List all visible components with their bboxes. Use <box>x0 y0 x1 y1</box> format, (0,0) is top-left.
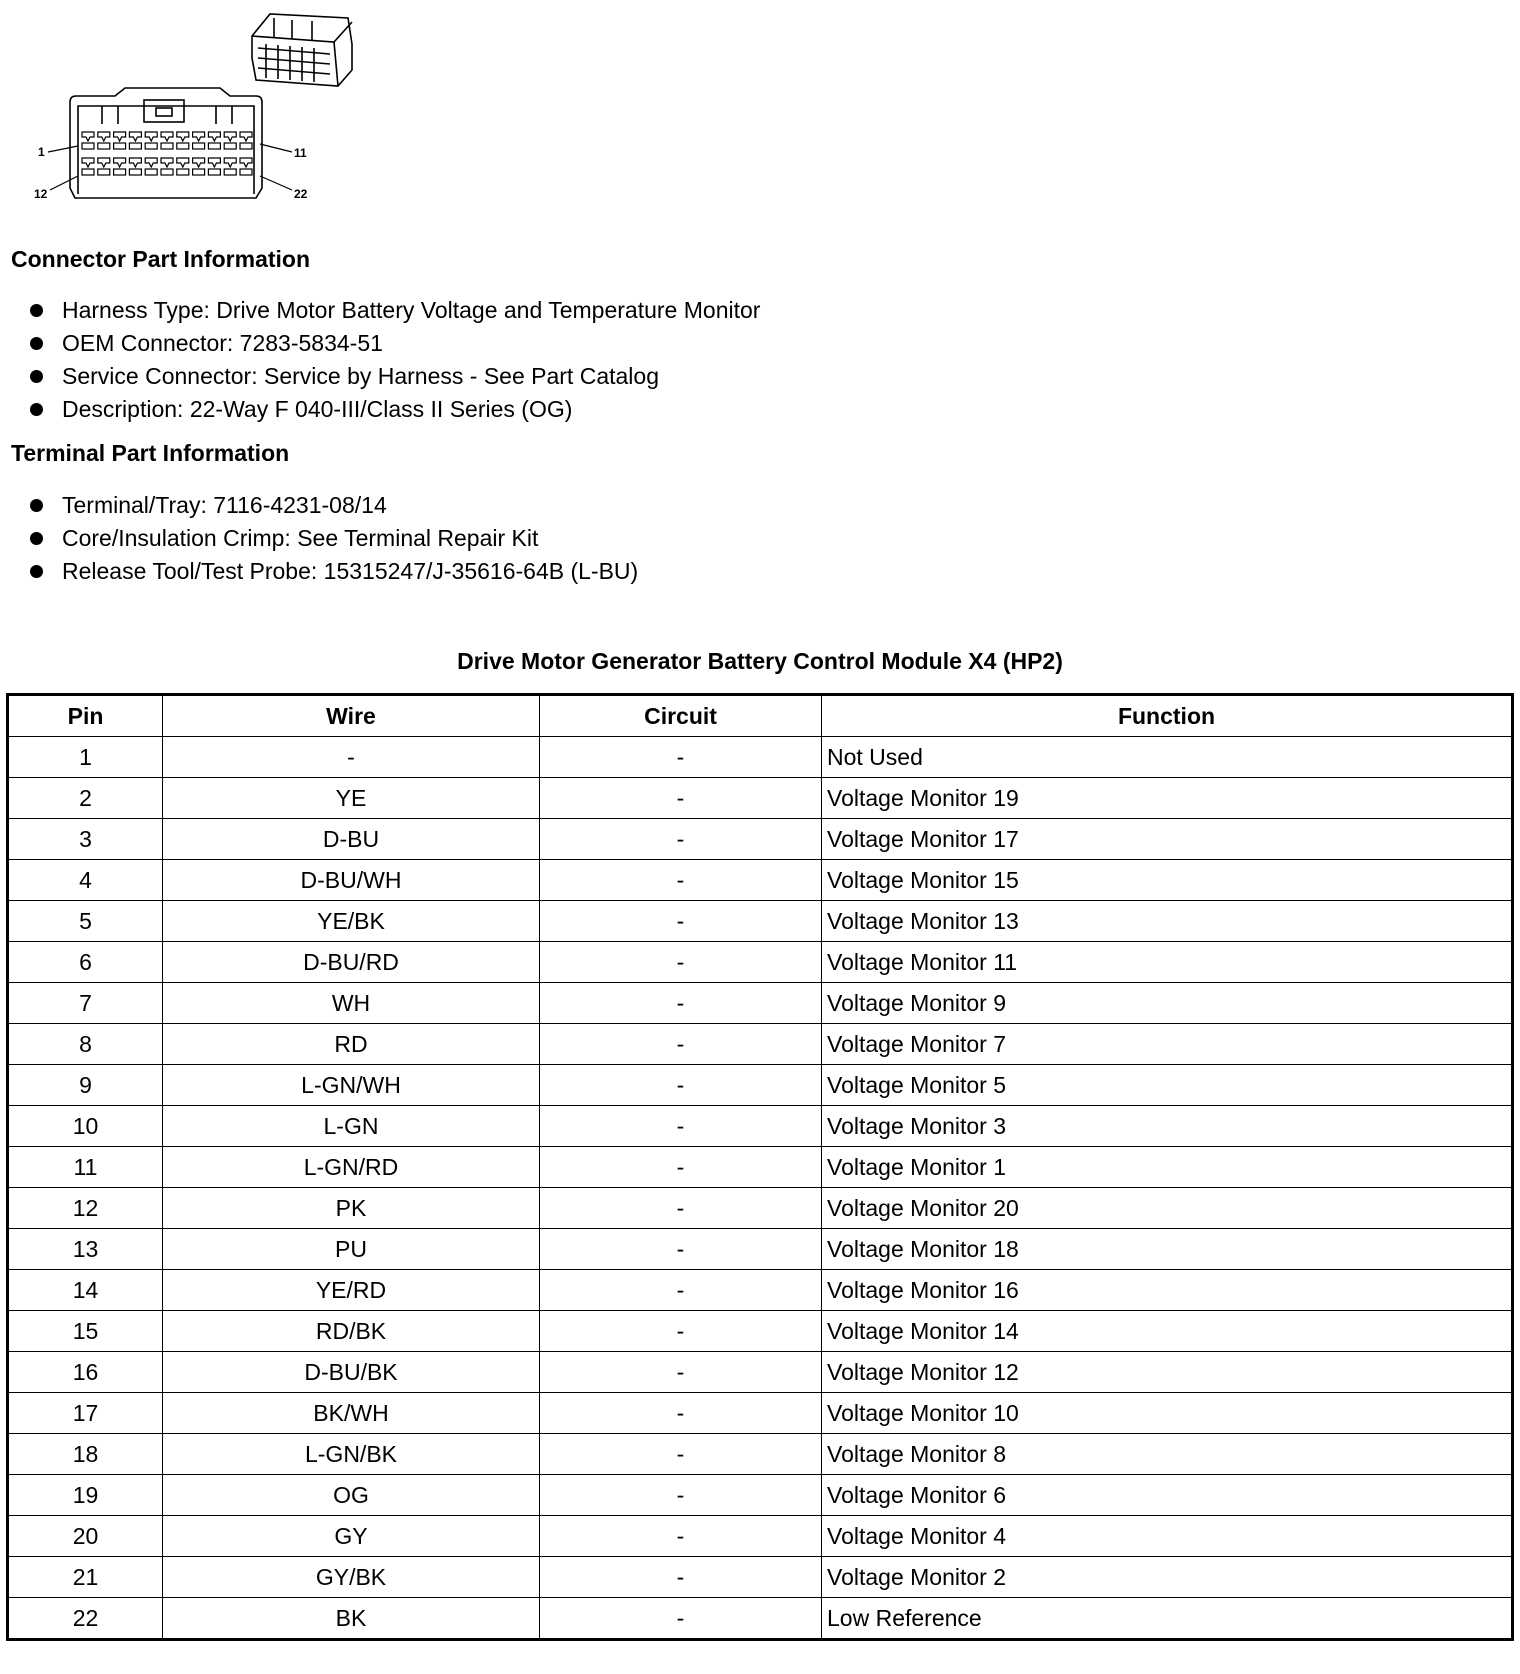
pin-cavity <box>145 169 157 175</box>
pin-cavity <box>98 169 110 175</box>
table-row <box>8 1516 1513 1557</box>
pin-cavity <box>224 143 236 149</box>
cell-wire: YE <box>163 778 540 819</box>
cell-circuit: - <box>540 1352 822 1393</box>
cell-wire: - <box>163 737 540 778</box>
terminal-latch <box>82 132 94 141</box>
list-item <box>30 555 638 588</box>
cell-circuit: - <box>540 778 822 819</box>
cell-circuit: - <box>540 942 822 983</box>
cell-wire: L-GN/WH <box>163 1065 540 1106</box>
cell-wire: YE/BK <box>163 901 540 942</box>
cell-pin: 15 <box>8 1311 163 1352</box>
terminal-latch <box>193 158 205 167</box>
cell-wire: OG <box>163 1475 540 1516</box>
cell-wire: WH <box>163 983 540 1024</box>
pin-table-title: Drive Motor Generator Battery Control Module X4 (HP2) <box>457 648 1063 674</box>
terminal-latch <box>224 132 236 141</box>
cell-circuit: - <box>540 1065 822 1106</box>
table-row <box>8 1270 1513 1311</box>
table-row <box>8 1024 1513 1065</box>
terminal-latch <box>224 158 236 167</box>
cell-wire: D-BU <box>163 819 540 860</box>
bullet-icon <box>30 499 43 512</box>
pin-cavity <box>82 143 94 149</box>
cell-wire: D-BU/WH <box>163 860 540 901</box>
terminal-latch <box>161 132 173 141</box>
cell-circuit: - <box>540 1475 822 1516</box>
list-item <box>30 360 760 393</box>
column-header-pin: Pin <box>8 695 163 737</box>
connector-3d-view <box>252 14 352 86</box>
pin-cavity <box>224 169 236 175</box>
cell-circuit: - <box>540 901 822 942</box>
terminal-latch <box>98 132 110 141</box>
cell-function: Voltage Monitor 17 <box>822 819 1513 860</box>
table-row <box>8 983 1513 1024</box>
cell-circuit: - <box>540 1393 822 1434</box>
pin-label-22: 22 <box>294 187 308 201</box>
column-header-wire: Wire <box>163 695 540 737</box>
terminal-part-info-heading: Terminal Part Information <box>11 440 290 466</box>
table-row <box>8 1106 1513 1147</box>
terminal-latch <box>208 132 220 141</box>
cell-pin: 1 <box>8 737 163 778</box>
table-row <box>8 1434 1513 1475</box>
cell-function: Voltage Monitor 7 <box>822 1024 1513 1065</box>
table-row <box>8 1188 1513 1229</box>
bullet-icon <box>30 565 43 578</box>
cell-circuit: - <box>540 860 822 901</box>
terminal-latch <box>177 132 189 141</box>
bullet-icon <box>30 370 43 383</box>
cell-pin: 13 <box>8 1229 163 1270</box>
cell-pin: 10 <box>8 1106 163 1147</box>
list-item-text: Harness Type: Drive Motor Battery Voltage and Temperature Monitor <box>62 297 761 323</box>
table-row <box>8 778 1513 819</box>
cell-circuit: - <box>540 1106 822 1147</box>
cell-pin: 14 <box>8 1270 163 1311</box>
cell-pin: 16 <box>8 1352 163 1393</box>
cell-wire: PK <box>163 1188 540 1229</box>
terminal-part-info-list <box>30 489 638 588</box>
cell-circuit: - <box>540 1188 822 1229</box>
cell-pin: 21 <box>8 1557 163 1598</box>
cell-circuit: - <box>540 819 822 860</box>
cell-wire: D-BU/RD <box>163 942 540 983</box>
table-row <box>8 1352 1513 1393</box>
pin-cavity <box>114 169 126 175</box>
pin-cavity <box>161 169 173 175</box>
pin-cavity <box>161 143 173 149</box>
column-header-circuit: Circuit <box>540 695 822 737</box>
connector-part-info-heading: Connector Part Information <box>11 246 311 272</box>
cell-function: Voltage Monitor 4 <box>822 1516 1513 1557</box>
pin-cavity <box>114 143 126 149</box>
cell-wire: L-GN/RD <box>163 1147 540 1188</box>
terminal-latch <box>114 158 126 167</box>
cell-wire: RD <box>163 1024 540 1065</box>
table-row <box>8 901 1513 942</box>
bullet-icon <box>30 337 43 350</box>
pin-cavity <box>145 143 157 149</box>
pin-cavity <box>129 169 141 175</box>
cell-pin: 22 <box>8 1598 163 1640</box>
cell-function: Voltage Monitor 18 <box>822 1229 1513 1270</box>
cell-circuit: - <box>540 1557 822 1598</box>
pin-cavities <box>82 132 252 175</box>
terminal-latch <box>145 158 157 167</box>
bullet-icon <box>30 304 43 317</box>
cell-function: Voltage Monitor 13 <box>822 901 1513 942</box>
table-row <box>8 1147 1513 1188</box>
pin-cavity <box>193 169 205 175</box>
cell-function: Not Used <box>822 737 1513 778</box>
cell-pin: 11 <box>8 1147 163 1188</box>
cell-pin: 3 <box>8 819 163 860</box>
column-header-function: Function <box>822 695 1513 737</box>
cell-circuit: - <box>540 737 822 778</box>
list-item <box>30 489 638 522</box>
cell-pin: 8 <box>8 1024 163 1065</box>
pin-label-leaders <box>48 144 292 190</box>
cell-pin: 9 <box>8 1065 163 1106</box>
cell-wire: L-GN <box>163 1106 540 1147</box>
pin-table <box>6 693 1514 1641</box>
pin-cavity <box>240 169 252 175</box>
list-item <box>30 294 760 327</box>
cell-function: Voltage Monitor 11 <box>822 942 1513 983</box>
terminal-latch <box>145 132 157 141</box>
cell-pin: 4 <box>8 860 163 901</box>
list-item-text: Description: 22-Way F 040-III/Class II Series (OG) <box>62 396 573 422</box>
cell-function: Voltage Monitor 1 <box>822 1147 1513 1188</box>
terminal-latch <box>177 158 189 167</box>
cell-pin: 5 <box>8 901 163 942</box>
table-row <box>8 819 1513 860</box>
pin-label-12: 12 <box>34 187 48 201</box>
cell-wire: BK/WH <box>163 1393 540 1434</box>
list-item-text: Terminal/Tray: 7116-4231-08/14 <box>62 492 387 518</box>
list-item <box>30 327 760 360</box>
terminal-latch <box>208 158 220 167</box>
cell-wire: BK <box>163 1598 540 1640</box>
terminal-latch <box>240 158 252 167</box>
cell-wire: D-BU/BK <box>163 1352 540 1393</box>
table-row <box>8 1311 1513 1352</box>
cell-function: Voltage Monitor 19 <box>822 778 1513 819</box>
list-item-text: Service Connector: Service by Harness - See Part Catalog <box>62 363 659 389</box>
cell-circuit: - <box>540 1270 822 1311</box>
cell-pin: 6 <box>8 942 163 983</box>
list-item-text: Release Tool/Test Probe: 15315247/J-35616-64B (L-BU) <box>62 558 639 584</box>
terminal-latch <box>82 158 94 167</box>
pin-cavity <box>208 143 220 149</box>
cell-wire: L-GN/BK <box>163 1434 540 1475</box>
cell-circuit: - <box>540 1024 822 1065</box>
list-item-text: OEM Connector: 7283-5834-51 <box>62 330 383 356</box>
cell-function: Voltage Monitor 20 <box>822 1188 1513 1229</box>
table-header-row <box>8 695 1513 737</box>
list-item <box>30 393 760 426</box>
cell-function: Voltage Monitor 10 <box>822 1393 1513 1434</box>
terminal-latch <box>129 158 141 167</box>
pin-cavity <box>193 143 205 149</box>
table-row <box>8 1598 1513 1640</box>
cell-function: Voltage Monitor 15 <box>822 860 1513 901</box>
cell-pin: 20 <box>8 1516 163 1557</box>
cell-pin: 18 <box>8 1434 163 1475</box>
cell-wire: YE/RD <box>163 1270 540 1311</box>
cell-function: Low Reference <box>822 1598 1513 1640</box>
cell-circuit: - <box>540 983 822 1024</box>
cell-function: Voltage Monitor 12 <box>822 1352 1513 1393</box>
cell-circuit: - <box>540 1598 822 1640</box>
connector-diagram <box>30 8 370 218</box>
cell-pin: 12 <box>8 1188 163 1229</box>
cell-circuit: - <box>540 1147 822 1188</box>
cell-circuit: - <box>540 1516 822 1557</box>
table-row <box>8 860 1513 901</box>
pin-label-11: 11 <box>294 146 307 160</box>
cell-pin: 2 <box>8 778 163 819</box>
pin-cavity <box>98 143 110 149</box>
cell-function: Voltage Monitor 6 <box>822 1475 1513 1516</box>
cell-circuit: - <box>540 1311 822 1352</box>
cell-function: Voltage Monitor 8 <box>822 1434 1513 1475</box>
cell-function: Voltage Monitor 2 <box>822 1557 1513 1598</box>
cell-pin: 19 <box>8 1475 163 1516</box>
terminal-latch <box>98 158 110 167</box>
table-row <box>8 1557 1513 1598</box>
table-row <box>8 1065 1513 1106</box>
connector-part-info-list <box>30 294 760 426</box>
cell-wire: GY <box>163 1516 540 1557</box>
table-row <box>8 942 1513 983</box>
cell-function: Voltage Monitor 3 <box>822 1106 1513 1147</box>
pin-label-1: 1 <box>38 145 45 159</box>
cell-function: Voltage Monitor 9 <box>822 983 1513 1024</box>
cell-circuit: - <box>540 1434 822 1475</box>
cell-wire: PU <box>163 1229 540 1270</box>
cell-wire: RD/BK <box>163 1311 540 1352</box>
table-row <box>8 1475 1513 1516</box>
table-row <box>8 1229 1513 1270</box>
pin-cavity <box>177 169 189 175</box>
list-item-text: Core/Insulation Crimp: See Terminal Repair Kit <box>62 525 539 551</box>
cell-function: Voltage Monitor 5 <box>822 1065 1513 1106</box>
terminal-latch <box>240 132 252 141</box>
bullet-icon <box>30 532 43 545</box>
cell-function: Voltage Monitor 16 <box>822 1270 1513 1311</box>
pin-cavity <box>129 143 141 149</box>
terminal-latch <box>129 132 141 141</box>
cell-circuit: - <box>540 1229 822 1270</box>
pin-cavity <box>208 169 220 175</box>
cell-pin: 17 <box>8 1393 163 1434</box>
pin-cavity <box>177 143 189 149</box>
table-row <box>8 737 1513 778</box>
cell-pin: 7 <box>8 983 163 1024</box>
terminal-latch <box>161 158 173 167</box>
terminal-latch <box>114 132 126 141</box>
list-item <box>30 522 638 555</box>
table-row <box>8 1393 1513 1434</box>
pin-cavity <box>82 169 94 175</box>
pin-cavity <box>240 143 252 149</box>
terminal-latch <box>193 132 205 141</box>
bullet-icon <box>30 403 43 416</box>
cell-wire: GY/BK <box>163 1557 540 1598</box>
cell-function: Voltage Monitor 14 <box>822 1311 1513 1352</box>
